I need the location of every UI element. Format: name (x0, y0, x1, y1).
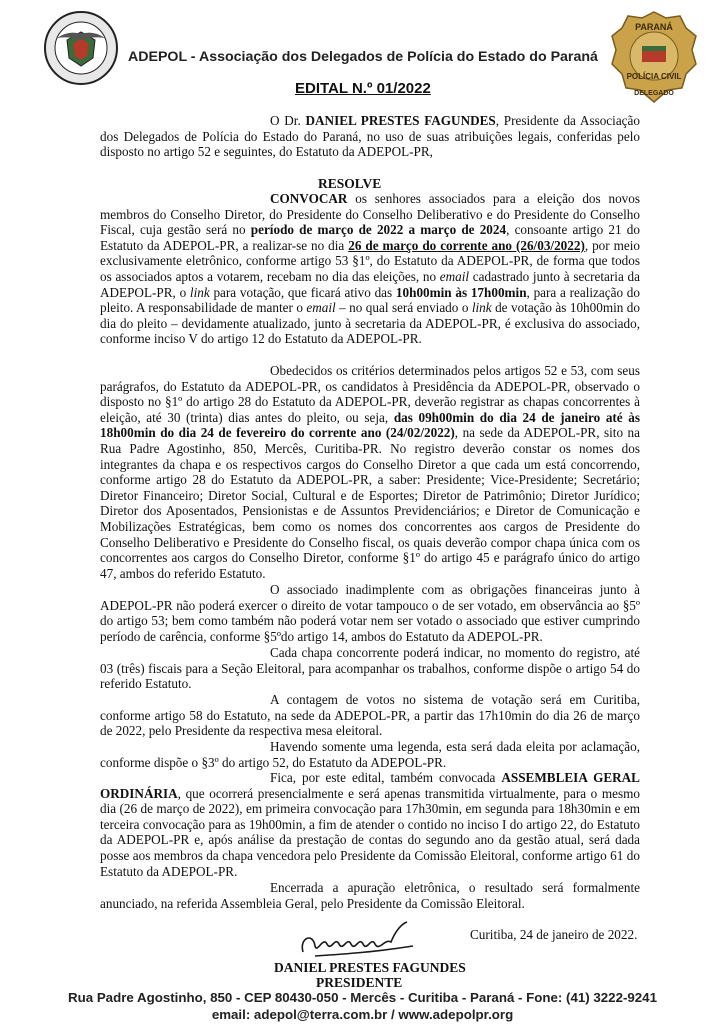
date-line: Curitiba, 24 de janeiro de 2022. (470, 927, 638, 942)
vote-count-paragraph: A contagem de votos no sistema de votação será em Curitiba, conforme artigo 58 do Estatuto, na sede da ADEPOL-PR, a partir das 17h10min do dia 26 de março de 2022, pelo Presidente da respectiva mesa eleitoral. (100, 692, 640, 739)
police-badge (608, 8, 700, 108)
fiscal-paragraph: Cada chapa concorrente poderá indicar, no momento do registro, até 03 (três) fiscais para a Seção Eleitoral, para acompanhar os trabalhos, conforme dispõe o artigo 54 do referido Estatuto. (100, 645, 640, 692)
edital-title: EDITAL N.º 01/2022 (295, 80, 431, 97)
convocation-paragraph: CONVOCAR os senhores associados para a eleição dos novos membros do Conselho Diretor, do Presidente do Conselho Deliberativo e do Presidente do Conselho Fiscal, cuja gestão será no período de março de 2022 a março de 2024, consoante artigo 21 do Estatuto da ADEPOL-PR, a realizar-se no dia 26 de março do corrente ano (26/03/2022), por meio exclusivamente eletrônico, conforme artigo 53 §1º, do Estatuto da ADEPOL-PR, de forma que todos os associados aptos a votarem, recebam no dia das eleições, no email cadastrado junto à secretaria da ADEPOL-PR, o link para votação, que ficará ativo das 10h00min às 17h00min, para a realização do pleito. A responsabilidade de manter o email – no qual será enviado o link de votação às 10h00min do dia do pleito – devidamente atualizado, junto à secretaria da ADEPOL-PR, é exclusiva do associado, conforme inciso V do artigo 12 do Estatuto da ADEPOL-PR. (100, 191, 640, 347)
footer-address: Rua Padre Agostinho, 850 - CEP 80430-050 - Mercês - Curitiba - Paraná - Fone: (41) 3222-9241 (68, 990, 657, 1005)
assembly-paragraph: Fica, por este edital, também convocada ASSEMBLEIA GERAL ORDINÁRIA, que ocorrerá presencialmente e será apenas transmitida virtualmente, para o mesmo dia (26 de março de 2022), em primeira convocação para 17h30min, em segunda para 18h30min e em terceira convocação para as 19h00min, a fim de atender o contido no inciso I do artigo 22, do Estatuto da ADEPOL-PR e, após análise da prestação de contas do segundo ano da gestão atual, será dada posse aos membros da chapa vencedora pelo Presidente da Comissão Eleitoral, conforme artigo 61 do Estatuto da ADEPOL-PR. (100, 770, 640, 879)
president-name: DANIEL PRESTES FAGUNDES (305, 113, 496, 128)
footer-contact: email: adepol@terra.com.br / www.adepolpr.org (211, 1007, 514, 1022)
election-date: 26 de março do corrente ano (26/03/2022) (348, 237, 585, 253)
intro-paragraph: O Dr. DANIEL PRESTES FAGUNDES, Presidente da Associação dos Delegados de Polícia do Estado do Paraná, no uso de suas atribuições legais, conferidas pelo disposto no artigo 52 e seguintes, do Estatuto da ADEPOL-PR, (100, 113, 640, 160)
signatory-role: PRESIDENTE (316, 975, 403, 990)
org-title: ADEPOL - Associação dos Delegados de Polícia do Estado do Paraná (128, 49, 598, 65)
badge-text-bottom: DELEGADO (634, 90, 674, 97)
signature-image (295, 918, 425, 962)
badge-text-mid: POLÍCIA CIVIL (626, 72, 682, 81)
defaulter-paragraph: O associado inadimplente com as obrigações financeiras junto à ADEPOL-PR não poderá exercer o direito de votar tampouco o de ser votado, em observância ao §5º do artigo 53; bem como também não poderá votar nem ser votado o associado que estiver cumprindo período de carência, conforme §5ºdo artigo 14, ambos do Estatuto da ADEPOL-PR. (100, 582, 640, 644)
resolve-heading: RESOLVE (318, 176, 382, 191)
adepol-logo (43, 10, 119, 86)
signatory-name: DANIEL PRESTES FAGUNDES (274, 960, 466, 975)
closing-paragraph: Encerrada a apuração eletrônica, o resultado será formalmente anunciado, na referida Assembleia Geral, pelo Presidente da Comissão Eleitoral. (100, 880, 640, 911)
badge-text-top: PARANÁ (635, 22, 673, 32)
acclamation-paragraph: Havendo somente uma legenda, esta será dada eleita por aclamação, conforme dispõe o §3º do artigo 52, do Estatuto da ADEPOL-PR. (100, 739, 640, 770)
registration-paragraph: Obedecidos os critérios determinados pelos artigos 52 e 53, com seus parágrafos, do Estatuto da ADEPOL-PR, os candidatos à Presidência da ADEPOL-PR, observado o disposto no §1º do artigo 28 do Estatuto da ADEPOL-PR, deverão registrar as chapas concorrentes à eleição, até 30 (trinta) dias antes do pleito, ou seja, das 09h00min do dia 24 de janeiro até às 18h00min do dia 24 de fevereiro do corrente ano (24/02/2022), na sede da ADEPOL-PR, sito na Rua Padre Agostinho, 850, Mercês, Curitiba-PR. No registro deverão constar os nomes dos integrantes da chapa e os respectivos cargos do Conselho Diretor a que cada um está concorrendo, conforme artigo 28 do Estatuto da ADEPOL-PR, a saber: Presidente; Vice-Presidente; Secretário; Diretor Financeiro; Diretor Social, Cultural e de Esportes; Diretor de Patrimônio; Diretor Jurídico; Diretor dos Aposentados, Pensionistas e de Assuntos Previdenciários; e Diretor de Comunicação e Mobilizações Estratégicas, bem como os nomes dos concorrentes aos cargos de Presidente do Conselho Deliberativo e Presidente do Conselho fiscal, os quais deverão compor chapa única com os concorrentes aos cargos do Conselho Diretor, conforme §1º do artigo 45 e parágrafo único do artigo 47, ambos do referido Estatuto. (100, 363, 641, 581)
